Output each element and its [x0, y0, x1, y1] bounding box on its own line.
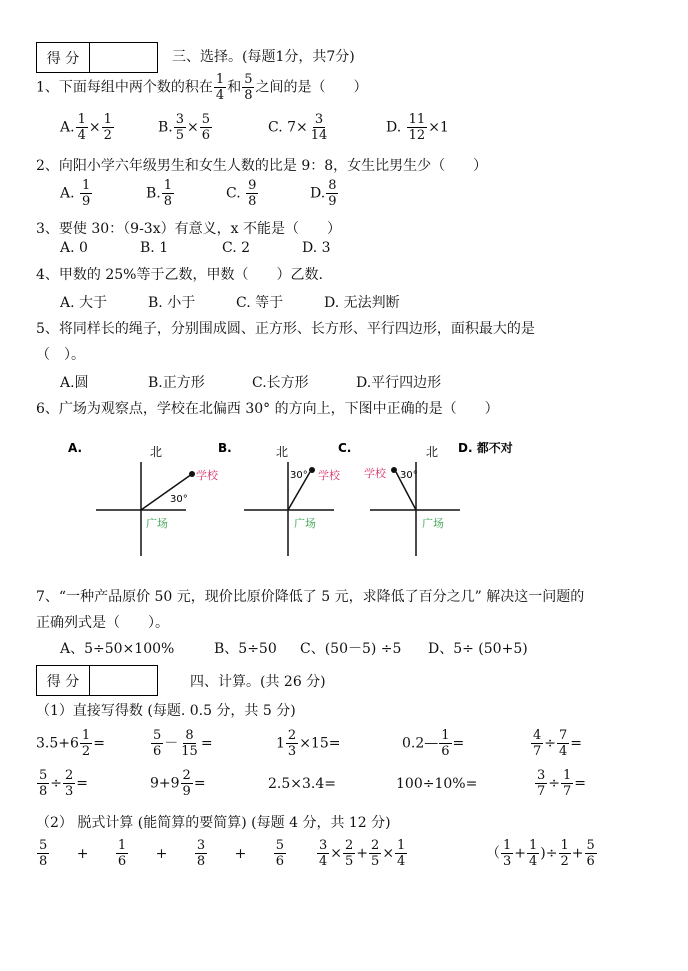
calc-2-2: 9+9 $\frac{2}{9}$ = [150, 768, 206, 799]
q5-option-a: A.圆 [60, 375, 89, 391]
q2-option-d: D. $\frac{8}{9}$ [310, 178, 337, 209]
calc-2-3: 2.5×3.4= [268, 776, 336, 792]
score-box-section-4 [36, 665, 158, 696]
diagram-label-a: A. [68, 441, 83, 455]
q4-option-a: A. 大于 [60, 295, 108, 311]
q1-option-b: B. $\frac{3}{5}$ × $\frac{5}{6}$ [158, 112, 211, 143]
calc-1-5: $\frac{4}{7}$ ÷ $\frac{7}{4}$ = [533, 728, 583, 759]
q1-option-d: D. $\frac{11}{12}$ ×1 [386, 112, 449, 143]
question-1: 1、下面每组中两个数的积在 $\frac{1}{4}$ 和 $\frac{5}{8}$ 之间的是（ ） [36, 72, 368, 103]
square-label: 广场 [294, 517, 316, 530]
question-5-blank: （ ）。 [36, 347, 85, 363]
question-4: 4、甲数的 25%等于乙数，甲数（ ）乙数. [36, 267, 323, 283]
score-label: 得 分 [37, 43, 90, 72]
school-dot [309, 467, 315, 473]
q4-option-d: D. 无法判断 [324, 295, 400, 311]
q3-option-d: D. 3 [302, 240, 331, 256]
angle-label: 30° [290, 470, 308, 481]
section-3-title: 三、选择。(每题1分，共7分) [172, 49, 355, 65]
step-calc-3: （ $\frac{1}{3}$ + $\frac{1}{4}$ )÷ $\frac{1}{2}$ + $\frac{5}{6}$ [486, 838, 595, 869]
angle-label: 30° [400, 470, 418, 481]
diagram-label-d: D. 都不对 [458, 441, 513, 455]
question-7-line-2: 正确列式是（ ）。 [36, 615, 169, 631]
diagram-label-b: B. [218, 441, 232, 455]
fraction: $\frac{5}{8}$ [244, 72, 253, 103]
q5-option-c: C.长方形 [252, 375, 309, 391]
question-5: 5、将同样长的绳子，分别围成圆、正方形、长方形、平行四边形，面积最大的是 [36, 321, 535, 337]
calc-1-2: $\frac{5}{6}$ － $\frac{8}{15}$ = [153, 728, 213, 759]
north-label: 北 [150, 445, 163, 459]
q7-option-b: B、5÷50 [214, 641, 277, 657]
score-label: 得 分 [37, 666, 90, 695]
q5-option-b: B.正方形 [148, 375, 205, 391]
calc-1-3: 1 $\frac{2}{3}$ ×15= [276, 728, 341, 759]
angle-label: 30° [170, 494, 188, 505]
diagram-label-c: C. [338, 441, 352, 455]
q2-option-a: A. $\frac{1}{9}$ [60, 178, 91, 209]
calc-2-1: $\frac{5}{8}$ ÷ $\frac{2}{3}$ = [39, 768, 89, 799]
square-label: 广场 [146, 517, 168, 530]
step-calc-2: $\frac{3}{4}$ × $\frac{2}{5}$ + $\frac{2}{5}$ × $\frac{1}{4}$ [319, 838, 406, 869]
q1-option-a: A. $\frac{1}{4}$ × $\frac{1}{2}$ [60, 112, 112, 143]
question-2: 2、向阳小学六年级男生和女生人数的比是 9：8，女生比男生少（ ） [36, 158, 488, 174]
q5-option-d: D.平行四边形 [356, 375, 442, 391]
school-label: 学校 [318, 469, 340, 482]
q3-option-a: A. 0 [60, 240, 88, 256]
q3-option-c: C. 2 [222, 240, 251, 256]
score-box-section-3 [36, 42, 158, 73]
calc-1-4: 0.2— $\frac{1}{6}$ = [402, 728, 465, 759]
section-4-title: 四、计算。(共 26 分) [190, 674, 326, 690]
question-7: 7、“一种产品原价 50 元，现价比原价降低了 5 元，求降低了百分之几” 解决这一问题的 [36, 589, 585, 605]
q7-option-a: A、5÷50×100% [60, 641, 175, 657]
calc-1-1: 3.5+6 $\frac{1}{2}$ = [36, 728, 105, 759]
calc-2-5: $\frac{3}{7}$ ÷ $\frac{1}{7}$ = [537, 768, 587, 799]
q2-option-c: C. $\frac{9}{8}$ [226, 178, 257, 209]
step-calc-1: $\frac{5}{8}$ + $\frac{1}{6}$ + $\frac{3}{8}$ + $\frac{5}{6}$ [39, 838, 285, 869]
square-label: 广场 [422, 517, 444, 530]
q7-option-d: D、5÷ (50+5) [428, 641, 528, 657]
q4-option-b: B. 小于 [148, 295, 196, 311]
calc-2-4: 100÷10%= [396, 776, 478, 792]
school-label: 学校 [196, 469, 218, 482]
subsection-2-title: （2） 脱式计算 (能简算的要简算) (每题 4 分，共 12 分) [36, 815, 391, 831]
q1-option-c: C. 7× $\frac{3}{14}$ [268, 112, 328, 143]
north-label: 北 [276, 445, 289, 459]
q6-diagrams [0, 432, 688, 582]
north-label: 北 [426, 445, 439, 459]
q2-option-b: B. $\frac{1}{8}$ [146, 178, 173, 209]
q7-option-c: C、(50－5) ÷5 [300, 641, 402, 657]
q3-option-b: B. 1 [140, 240, 169, 256]
fraction: $\frac{1}{4}$ [215, 72, 225, 103]
subsection-1-title: （1）直接写得数 (每题. 0.5 分，共 5 分) [36, 703, 296, 719]
question-6: 6、广场为观察点，学校在北偏西 30° 的方向上，下图中正确的是（ ） [36, 401, 499, 417]
school-dot [391, 467, 397, 473]
q4-option-c: C. 等于 [236, 295, 284, 311]
school-dot [189, 471, 195, 477]
question-3: 3、要使 30：（9-3x）有意义，x 不能是（ ） [36, 221, 341, 237]
school-label: 学校 [364, 467, 386, 480]
